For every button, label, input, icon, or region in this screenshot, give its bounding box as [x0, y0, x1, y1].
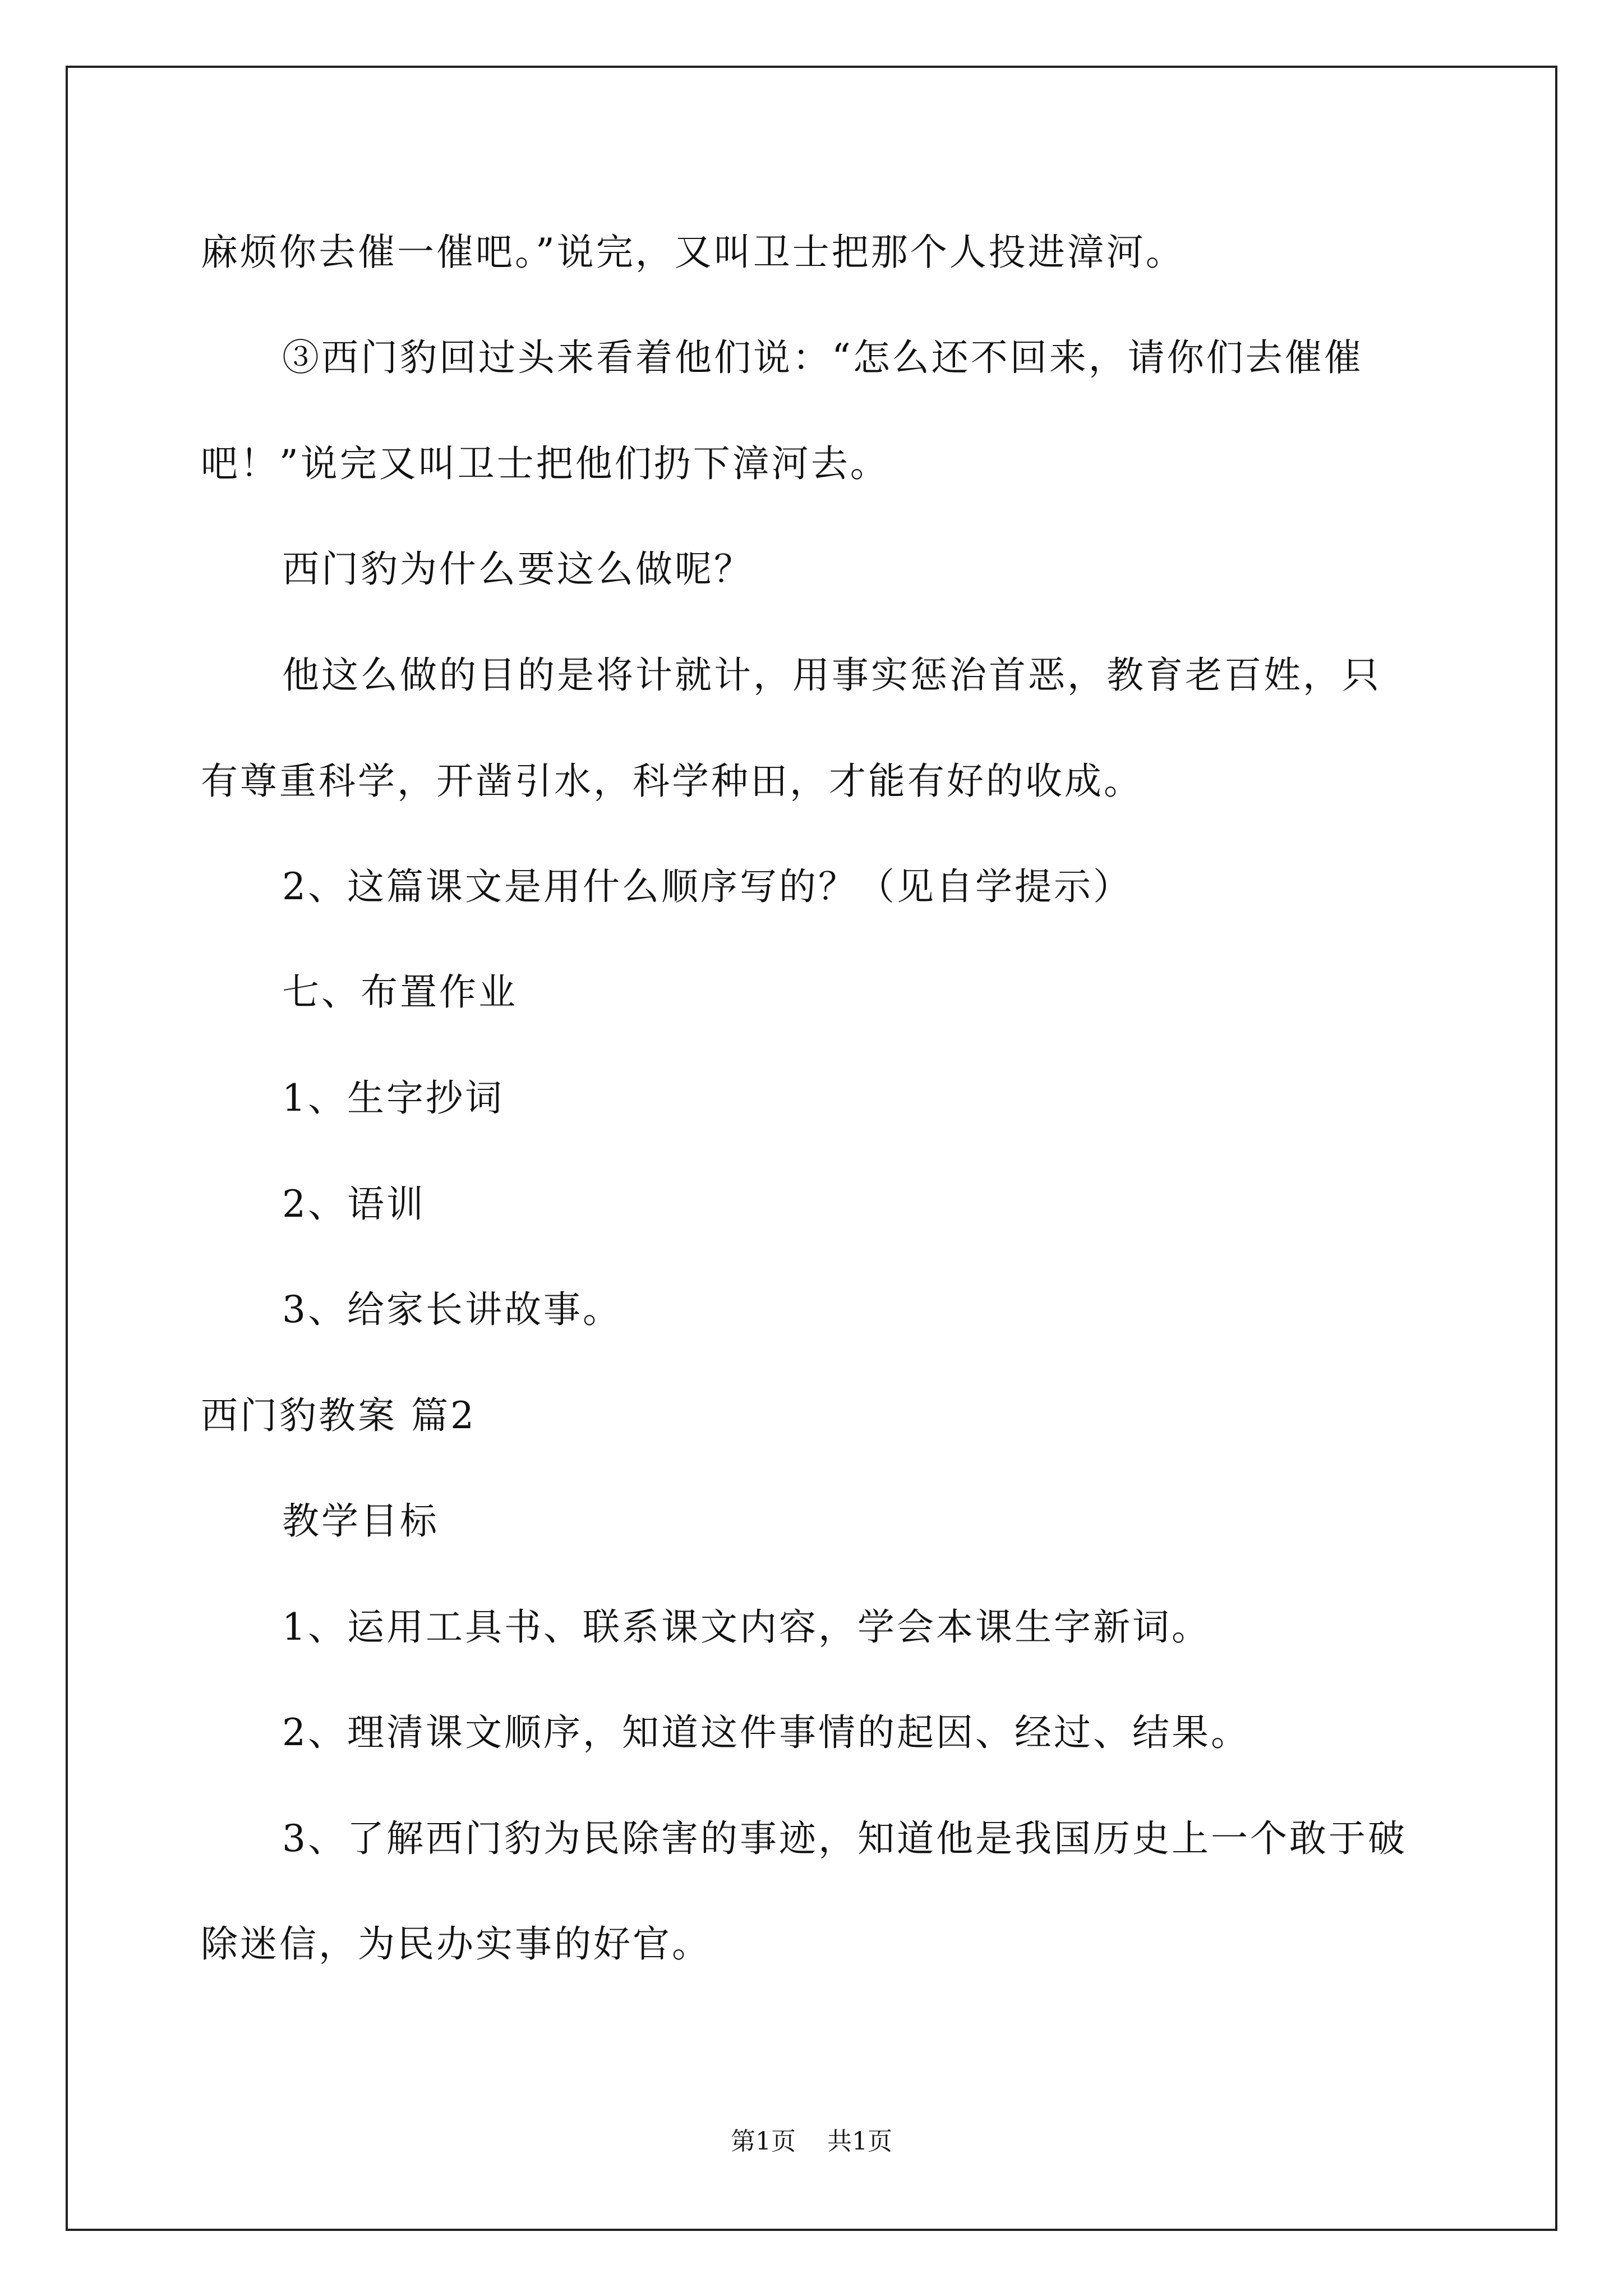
paragraph-line: 麻烦你去催一催吧。”说完，又叫卫士把那个人投进漳河。	[201, 231, 1185, 274]
paragraph-line: ③西门豹回过头来看着他们说：“怎么还不回来，请你们去催催	[282, 336, 1363, 379]
section-heading: 七、布置作业	[282, 970, 518, 1014]
page-total: 共1页	[827, 2127, 892, 2156]
document-title: 西门豹教案 篇2	[201, 1394, 476, 1437]
section-heading: 教学目标	[282, 1499, 439, 1543]
paragraph-line: 他这么做的目的是将计就计，用事实惩治首恶，教育老百姓，只	[282, 654, 1381, 697]
list-item: 3、了解西门豹为民除害的事迹，知道他是我国历史上一个敢于破	[282, 1817, 1407, 1860]
page-border	[66, 66, 1557, 2231]
list-item: 1、运用工具书、联系课文内容，学会本课生字新词。	[282, 1605, 1211, 1649]
list-item: 3、给家长讲故事。	[282, 1288, 622, 1331]
list-item: 2、语训	[282, 1182, 426, 1226]
paragraph-line: 除迷信，为民办实事的好官。	[201, 1922, 711, 1966]
list-item: 2、理清课文顺序，知道这件事情的起因、经过、结果。	[282, 1711, 1250, 1754]
paragraph-line: 西门豹为什么要这么做呢？	[282, 547, 753, 591]
page-number: 第1页	[731, 2127, 796, 2156]
paragraph-line: 吧！”说完又叫卫士把他们扔下漳河去。	[201, 442, 889, 485]
list-item: 1、生字抄词	[282, 1076, 504, 1120]
paragraph-line: 有尊重科学，开凿引水，科学种田，才能有好的收成。	[201, 760, 1143, 803]
paragraph-line: 2、这篇课文是用什么顺序写的？（见自学提示）	[282, 865, 1132, 908]
page-footer	[0, 2125, 1623, 2159]
